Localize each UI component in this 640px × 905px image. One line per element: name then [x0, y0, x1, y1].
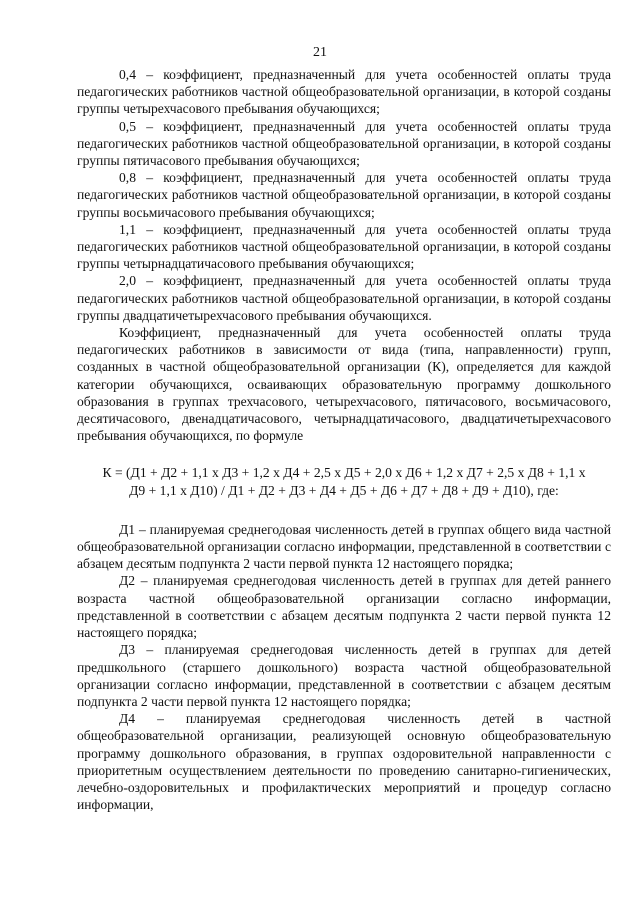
- paragraph-coef-0-8: 0,8 – коэффициент, предназначенный для учета особенностей оплаты труда педагогических работников частной общеобразовательной организации, в которой созданы группы восьмичасового пребывания обучающихся;: [77, 170, 611, 220]
- definition-d1: Д1 – планируемая среднегодовая численность детей в группах общего вида частной общеобразовательной организации согласно информации, представленной в соответствии с абзацем десятым подпункта 2 части первой пункта 12 настоящего порядка;: [77, 521, 611, 572]
- formula-k: [77, 464, 611, 498]
- definition-d4: Д4 – планируемая среднегодовая численность детей в частной общеобразовательной организации, реализующей основную общеобразовательную программу дошкольного образования, в группах оздоровительной направленности с приоритетным осуществлением деятельности по проведению санитарно-гигиенических, лечебно-оздоровительных и профилактических мероприятий и процедур согласно информации,: [77, 711, 611, 813]
- paragraph-coef-1-1: 1,1 – коэффициент, предназначенный для учета особенностей оплаты труда педагогических работников частной общеобразовательной организации, в которой созданы группы четырнадцатичасового пребывания обучающихся;: [77, 221, 611, 272]
- formula-line-1: К = (Д1 + Д2 + 1,1 х Д3 + 1,2 х Д4 + 2,5 х Д5 + 2,0 х Д6 + 1,2 х Д7 + 2,5 х Д8 + 1,1 х: [102, 465, 586, 481]
- page-number: 21: [313, 45, 327, 60]
- formula-line-2: Д9 + 1,1 х Д10) / Д1 + Д2 + Д3 + Д4 + Д5 + Д6 + Д7 + Д8 + Д9 + Д10), где:: [129, 482, 559, 498]
- paragraph-coef-0-4: 0,4 – коэффициент, предназначенный для учета особенностей оплаты труда педагогических работников частной общеобразовательной организации, в которой созданы группы четырехчасового пребывания обучающихся;: [77, 67, 611, 117]
- document-body: [77, 66, 611, 813]
- paragraph-coef-0-5: 0,5 – коэффициент, предназначенный для учета особенностей оплаты труда педагогических работников частной общеобразовательной организации, в которой созданы группы пятичасового пребывания обучающихся;: [77, 118, 611, 169]
- definition-d3: Д3 – планируемая среднегодовая численность детей в группах для детей предшкольного (старшего дошкольного) возраста частной общеобразовательной организации согласно информации, представленной в соответствии с абзацем десятым подпункта 2 части первой пункта 12 настоящего порядка;: [77, 642, 611, 709]
- paragraph-coef-2-0: 2,0 – коэффициент, предназначенный для учета особенностей оплаты труда педагогических работников частной общеобразовательной организации, в которой созданы группы двадцатичетырехчасового пребывания обучающихся.: [77, 273, 611, 323]
- paragraph-coefficient-k: Коэффициент, предназначенный для учета особенностей оплаты труда педагогических работников в зависимости от вида (типа, направленности) групп, созданных в частной общеобразовательной организации (К), определяется для каждой категории обучающихся, осваивающих образовательную программу дошкольного образования в группах трехчасового, четырехчасового, пятичасового, восьмичасового, десятичасового, двенадцатичасового, четырнадцатичасового, двадцатичетырехчасового пребывания обучающихся, по формуле: [77, 325, 611, 444]
- definition-d2: Д2 – планируемая среднегодовая численность детей в группах для детей раннего возраста частной общеобразовательной организации согласно информации, представленной в соответствии с абзацем десятым подпункта 2 части первой пункта 12 настоящего порядка;: [77, 573, 611, 641]
